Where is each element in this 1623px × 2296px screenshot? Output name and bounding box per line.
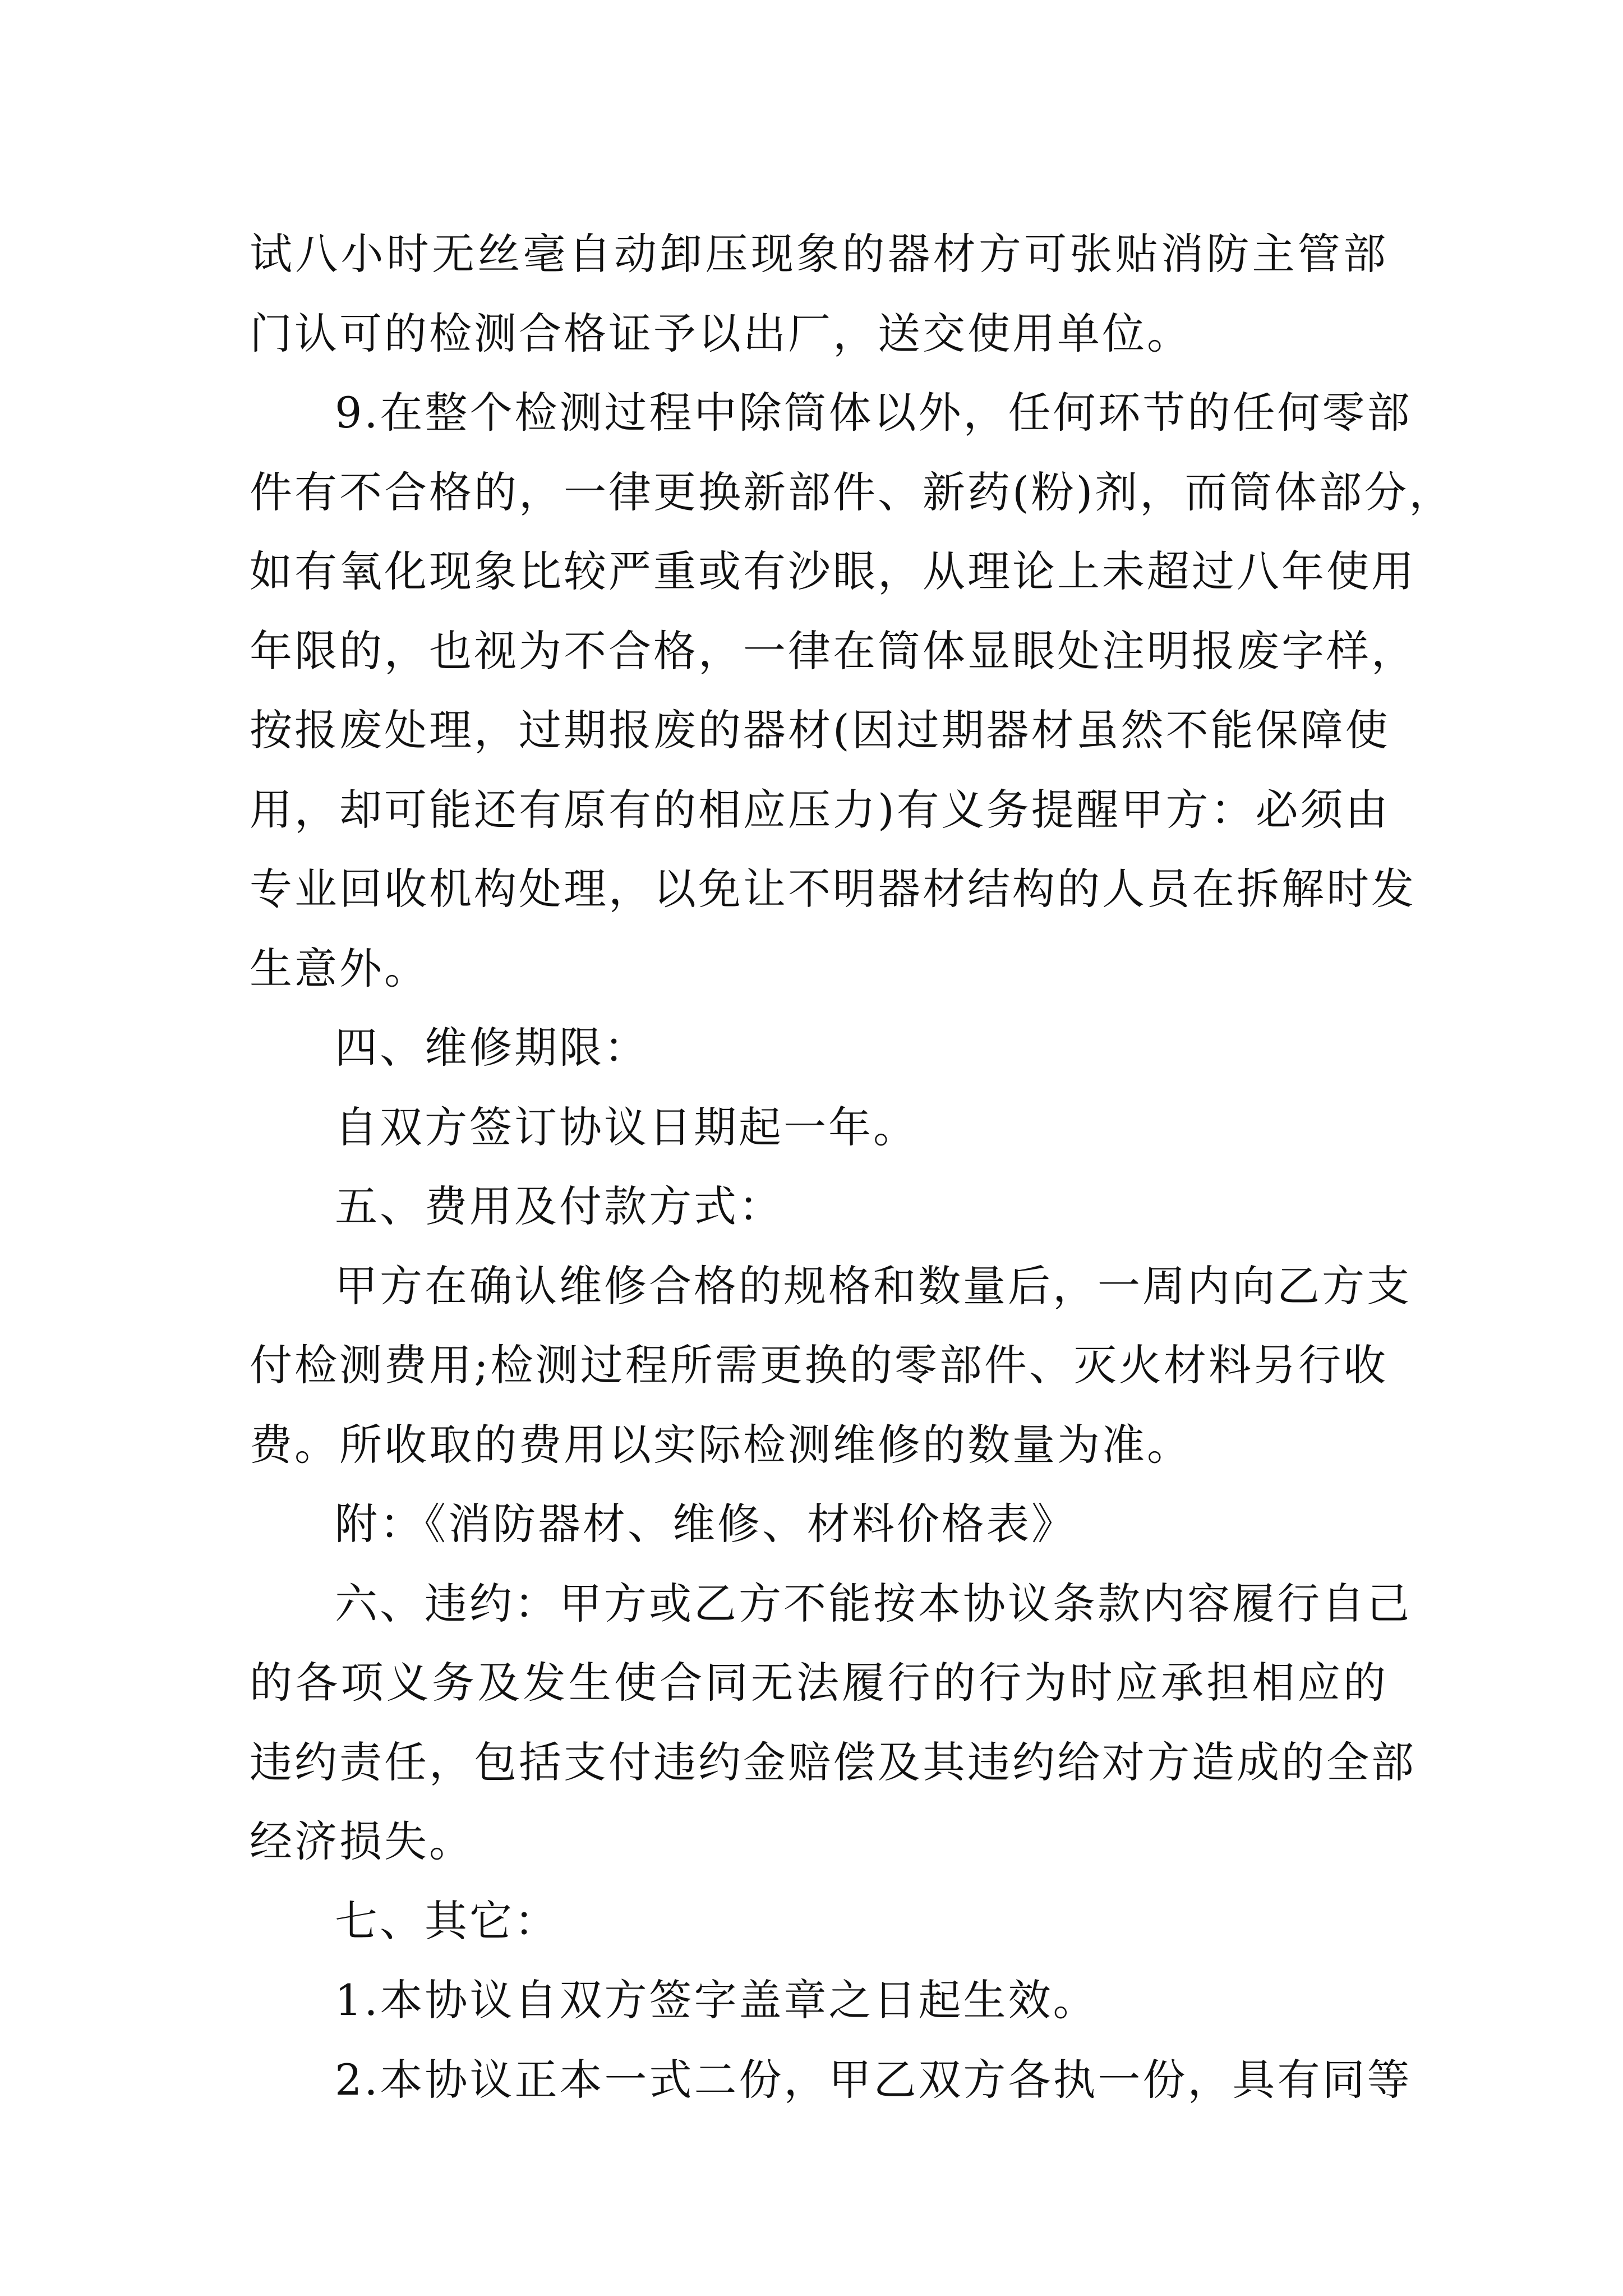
text-line: 违约责任，包括支付违约金赔偿及其违约给对方造成的全部 [250,1737,1416,1787]
paragraph [250,2040,1412,2120]
text-line: 门认可的检测合格证予以出厂，送交使用单位。 [250,308,1192,358]
document-body [250,214,1454,2119]
paragraph [250,1961,1388,2040]
text-line: 如有氧化现象比较严重或有沙眼，从理论上未超过八年使用 [250,546,1416,596]
text-line: 的各项义务及发生使合同无法履行的行为时应承担相应的 [250,1658,1388,1708]
paragraph [250,1167,1388,1246]
paragraph [250,1246,1412,1485]
text-line: 付检测费用;检测过程所需更换的零部件、灭火材料另行收 [250,1340,1388,1390]
text-line: 甲方在确认维修合格的规格和数量后，一周内向乙方支 [335,1260,1412,1311]
text-line: 9.在整个检测过程中除筒体以外，任何环节的任何零部 [335,388,1412,438]
text-line: 经济损失。 [250,1816,474,1866]
text-line: 用，却可能还有原有的相应压力)有义务提醒甲方：必须由 [250,784,1390,835]
text-line: 件有不合格的，一律更换新部件、新药(粉)剂，而筒体部分， [250,467,1454,517]
text-line: 五、费用及付款方式： [335,1181,783,1231]
paragraph [250,214,1388,373]
text-line: 2.本协议正本一式二份，甲乙双方各执一份，具有同等 [335,2054,1412,2105]
text-line: 费。所收取的费用以实际检测维修的数量为准。 [250,1419,1192,1470]
text-line: 按报废处理，过期报废的器材(因过期器材虽然不能保障使 [250,705,1390,755]
text-line: 试八小时无丝毫自动卸压现象的器材方可张贴消防主管部 [250,229,1388,279]
paragraph [250,1484,1388,1564]
paragraph [250,1881,1388,1961]
text-line: 年限的，也视为不合格，一律在筒体显眼处注明报废字样， [250,625,1416,676]
paragraph [250,1564,1416,1881]
paragraph [250,1088,1388,1167]
text-line: 专业回收机构处理，以免让不明器材结构的人员在拆解时发 [250,864,1416,914]
paragraph [250,1008,1388,1088]
text-line: 七、其它： [335,1895,559,1946]
text-line: 1.本协议自双方签字盖章之日起生效。 [335,1975,1098,2025]
paragraph [250,373,1454,1008]
text-line: 生意外。 [250,943,429,993]
text-line: 自双方签订协议日期起一年。 [335,1102,918,1152]
text-line: 附：《消防器材、维修、材料价格表》 [335,1499,1076,1549]
text-line: 六、违约：甲方或乙方不能按本协议条款内容履行自己 [335,1578,1412,1628]
text-line: 四、维修期限： [335,1023,649,1073]
